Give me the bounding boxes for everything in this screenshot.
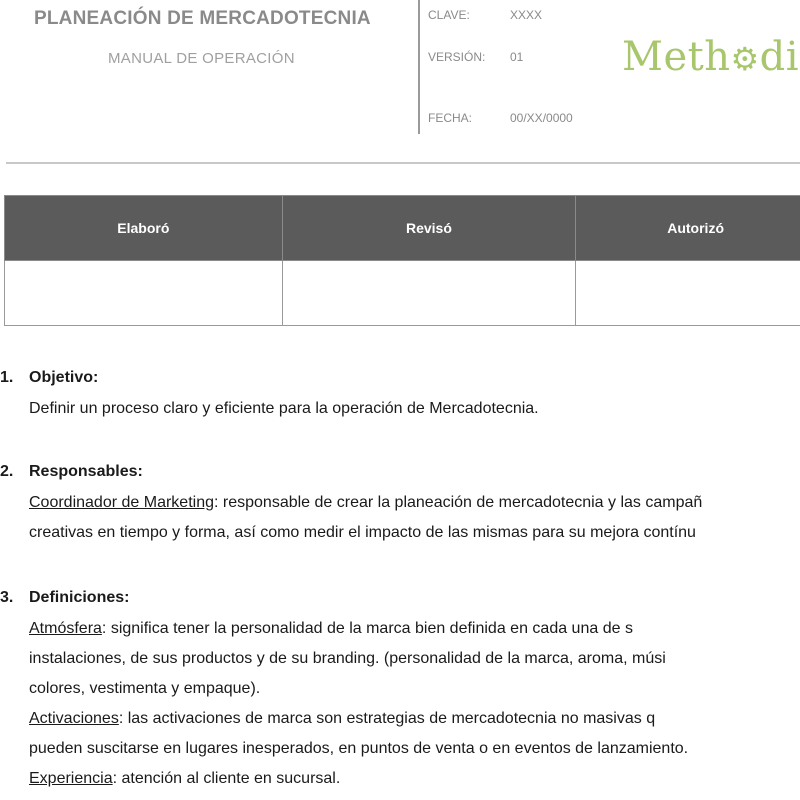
atmosfera-line-3: colores, vestimenta y empaque).	[29, 680, 261, 697]
header-rule	[6, 162, 800, 164]
definition-text: : las activaciones de marca son estrategias de mercadotecnia no masivas q	[118, 710, 656, 727]
meta-clave	[428, 8, 542, 22]
section-heading	[0, 582, 800, 614]
document-subtitle: MANUAL DE OPERACIÓN	[108, 50, 295, 67]
fecha-value: 00/XX/0000	[510, 111, 573, 125]
column-header-elaboro: Elaboró	[5, 196, 283, 261]
column-header-reviso: Revisó	[282, 196, 576, 261]
definition-text: : responsable de crear la planeación de mercadotecnia y las campañ	[214, 494, 703, 511]
section-objetivo	[0, 362, 800, 424]
document-body	[0, 362, 800, 794]
section-title: Objetivo:	[29, 369, 99, 386]
definition-text: : significa tener la personalidad de la marca bien definida en cada una de s	[101, 620, 633, 637]
section-title: Definiciones:	[29, 589, 130, 606]
fecha-label: FECHA:	[428, 111, 473, 125]
signature-cell-reviso[interactable]	[282, 261, 576, 326]
term-coordinador: Coordinador de Marketing	[29, 494, 214, 511]
section-number: 2.	[0, 463, 14, 480]
objetivo-text: Definir un proceso claro y eficiente para la operación de Mercadotecnia.	[29, 400, 539, 417]
gear-icon: ⚙	[730, 40, 760, 78]
signature-table	[4, 195, 800, 326]
column-header-autorizo: Autorizó	[576, 196, 800, 261]
logo-text-end: di	[759, 34, 800, 80]
meta-version	[428, 50, 523, 64]
definition-text: : atención al cliente en sucursal.	[112, 770, 341, 787]
company-logo	[622, 34, 799, 80]
header-title-block	[0, 0, 418, 140]
term-experiencia: Experiencia	[29, 770, 113, 787]
section-heading	[0, 456, 800, 488]
section-responsables	[0, 456, 800, 548]
header-divider	[418, 0, 420, 134]
signature-cell-autorizo[interactable]	[576, 261, 800, 326]
responsables-line-1	[29, 488, 800, 518]
atmosfera-line-1	[29, 614, 800, 644]
responsables-line-2: creativas en tiempo y forma, así como medir el impacto de las mismas para su mejora contínu	[29, 524, 696, 541]
signature-cell-elaboro[interactable]	[5, 261, 283, 326]
version-value: 01	[510, 50, 524, 64]
logo-text-start: Meth	[622, 34, 731, 80]
clave-label: CLAVE:	[428, 8, 470, 22]
document-title: PLANEACIÓN DE MERCADOTECNIA	[34, 8, 371, 29]
activaciones-line-2: pueden suscitarse en lugares inesperados, en puntos de venta o en eventos de lanzamiento.	[29, 740, 689, 757]
term-atmosfera: Atmósfera	[29, 620, 102, 637]
clave-value: XXXX	[510, 8, 543, 22]
experiencia-line-1	[29, 764, 800, 794]
atmosfera-line-2: instalaciones, de sus productos y de su branding. (personalidad de la marca, aroma, músi	[29, 650, 666, 667]
section-heading	[0, 362, 800, 394]
meta-fecha	[428, 111, 573, 125]
activaciones-line-1	[29, 704, 800, 734]
version-label: VERSIÓN:	[428, 50, 486, 64]
section-title: Responsables:	[29, 463, 143, 480]
section-number: 3.	[0, 589, 14, 606]
section-number: 1.	[0, 369, 14, 386]
term-activaciones: Activaciones	[29, 710, 119, 727]
section-definiciones	[0, 582, 800, 794]
